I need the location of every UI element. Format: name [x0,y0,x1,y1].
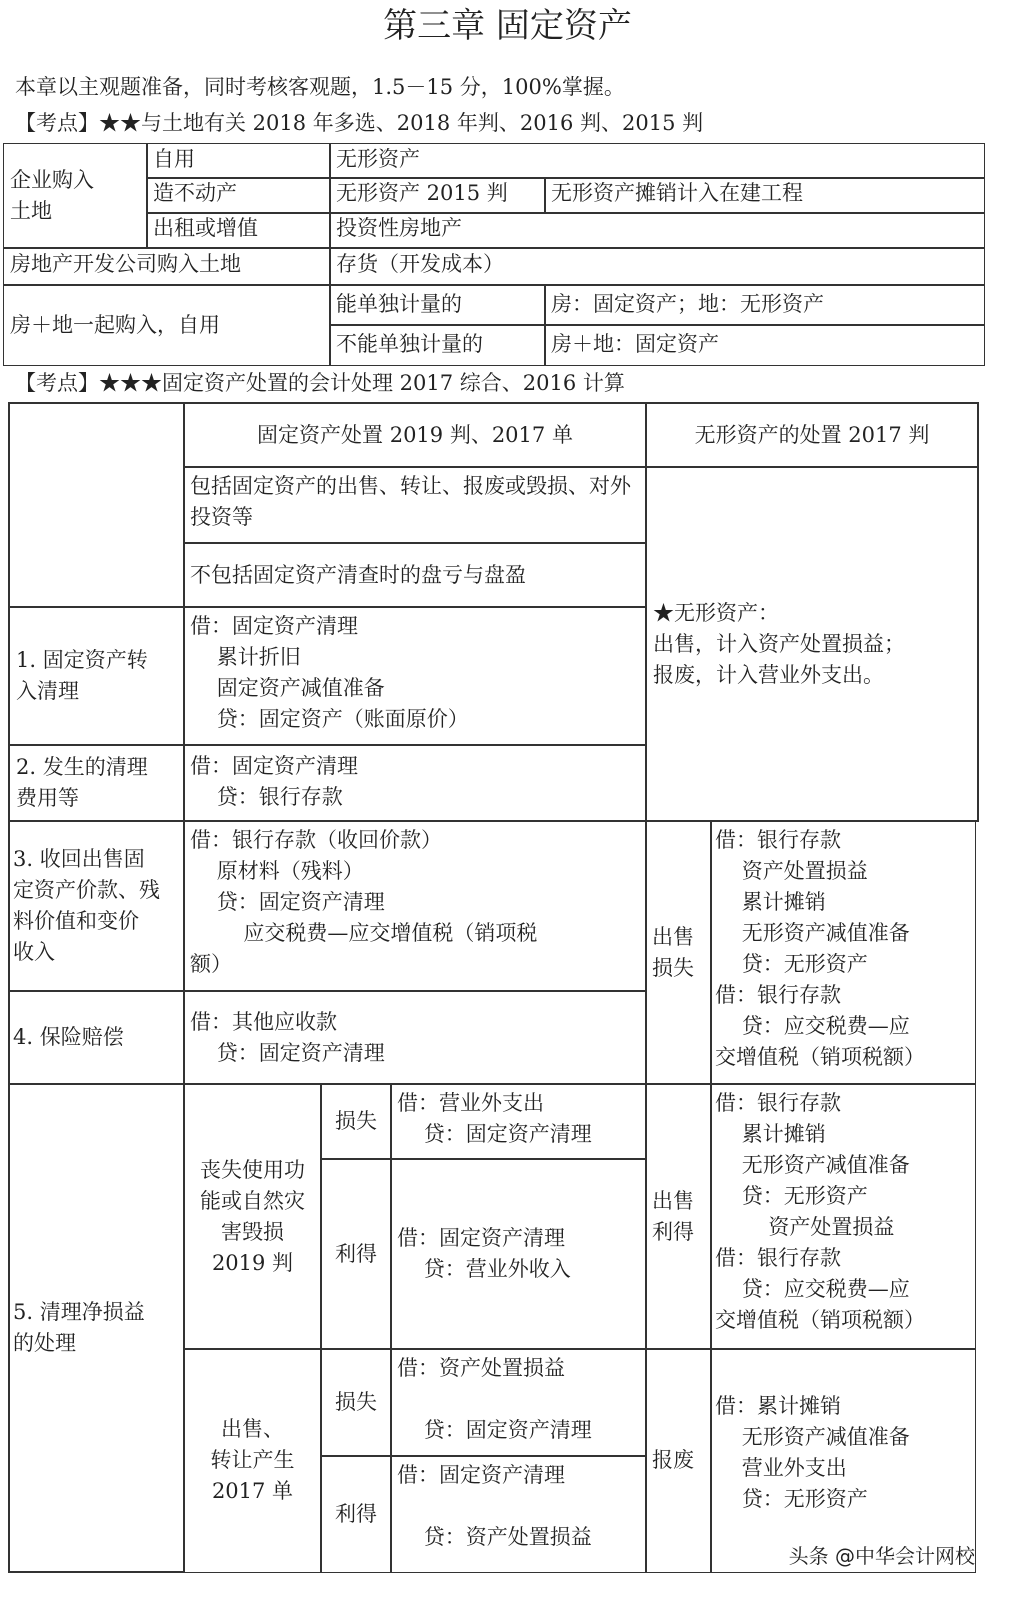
footer-watermark: 头条 @中华会计网校 [788,1544,975,1568]
cell: 无形资产摊销计入在建工程 [544,177,985,214]
page-title: 第三章 固定资产 [383,6,632,46]
cell: 损失 [320,1348,392,1457]
cell: 出售 损失 [645,820,712,1085]
cell: 借：固定资产清理 贷：银行存款 [183,744,647,822]
cell: 利得 [320,1455,392,1573]
section-heading-disposal: 【考点】★★★固定资产处置的会计处理 2017 综合、2016 计算 [15,371,625,395]
cell: 借：累计摊销 无形资产减值准备 营业外支出 贷：无形资产 [710,1348,976,1573]
cell: 借：其他应收款 贷：固定资产清理 [183,990,647,1085]
cell: 丧失使用功 能或自然灾 害毁损 2019 判 [183,1083,322,1350]
cell: 房＋地：固定资产 [544,324,985,366]
cell: 出租或增值 [146,212,331,249]
cell: 借：银行存款（收回价款） 原材料（残料） 贷：固定资产清理 应交税费—应交增值税（销项税 额） [183,820,647,992]
cell: 不包括固定资产清查时的盘亏与盘盈 [183,542,647,608]
cell: 无形资产 [329,143,985,179]
cell: 不能单独计量的 [329,324,546,366]
cell: 房＋地一起购入，自用 [3,284,331,366]
intro-text: 本章以主观题准备，同时考核客观题，1.5－15 分，100%掌握。 [15,75,625,99]
cell: 1. 固定资产转 入清理 [8,606,185,746]
cell: 借：银行存款 资产处置损益 累计摊销 无形资产减值准备 贷：无形资产 借：银行存款 贷：应交税费—应 交增值税（销项税额） [710,820,976,1085]
cell: 存货（开发成本） [329,247,985,286]
cell: 利得 [320,1158,392,1350]
cell: 借：固定资产清理 贷：营业外收入 [390,1158,647,1350]
cell: 出售、 转让产生 2017 单 [183,1348,322,1573]
cell: 出售 利得 [645,1083,712,1350]
cell: 借：营业外支出 贷：固定资产清理 [390,1083,647,1160]
cell: 企业购入 土地 [3,143,148,249]
cell: 房地产开发公司购入土地 [3,247,331,286]
cell: 2. 发生的清理 费用等 [8,744,185,822]
cell: 无形资产的处置 2017 判 [645,402,979,468]
cell: 包括固定资产的出售、转让、报废或毁损、对外投资等 [183,466,647,544]
cell: 5. 清理净损益 的处理 [8,1083,185,1573]
cell [8,402,185,608]
cell: 无形资产 2015 判 [329,177,546,214]
cell: 4. 保险赔偿 [8,990,185,1085]
cell: 借：固定资产清理 累计折旧 固定资产减值准备 贷：固定资产（账面原价） [183,606,647,746]
cell: 固定资产处置 2019 判、2017 单 [183,402,647,468]
cell: 借：固定资产清理 贷：资产处置损益 [390,1455,647,1573]
cell: 能单独计量的 [329,284,546,326]
cell: 造不动产 [146,177,331,214]
cell: 报废 [645,1348,712,1573]
section-heading-land: 【考点】★★与土地有关 2018 年多选、2018 年判、2016 判、2015 判 [15,111,704,135]
cell: 借：银行存款 累计摊销 无形资产减值准备 贷：无形资产 资产处置损益 借：银行存款 贷：应交税费—应 交增值税（销项税额） [710,1083,976,1350]
cell: 损失 [320,1083,392,1160]
cell: 房：固定资产；地：无形资产 [544,284,985,326]
cell: 3. 收回出售固 定资产价款、残 料价值和变价 收入 [8,820,185,992]
cell: 借：资产处置损益 贷：固定资产清理 [390,1348,647,1457]
cell: ★无形资产： 出售，计入资产处置损益； 报废，计入营业外支出。 [645,466,979,822]
cell: 投资性房地产 [329,212,985,249]
cell: 自用 [146,143,331,179]
